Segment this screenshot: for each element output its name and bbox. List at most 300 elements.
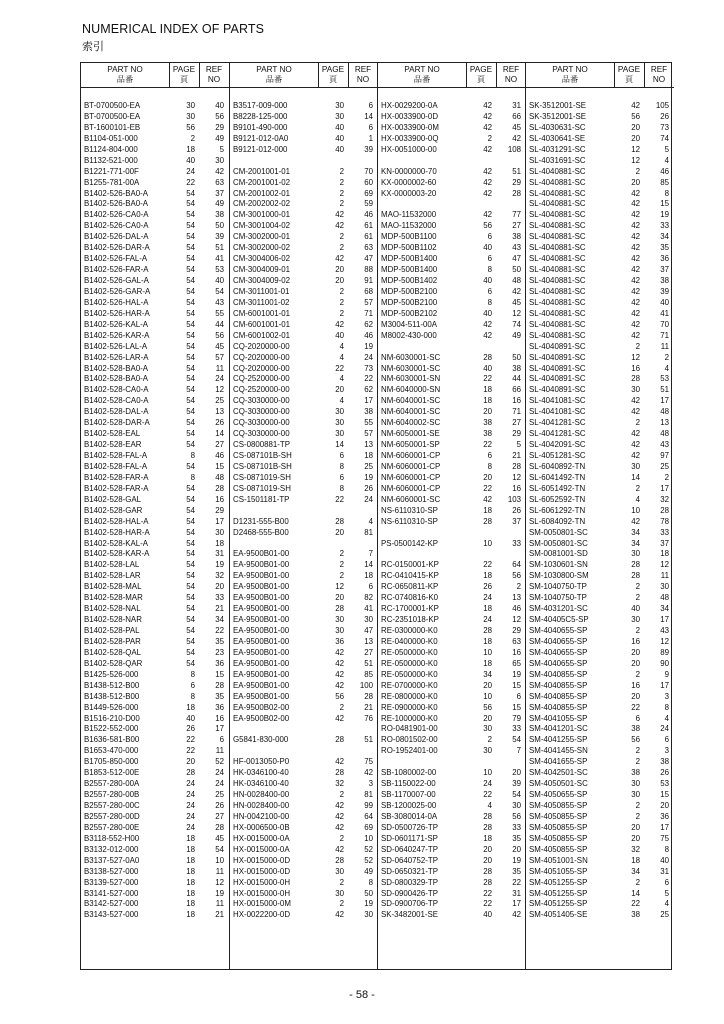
- table-row: [526, 123, 674, 134]
- ref-number: 11: [215, 866, 224, 876]
- page-ref: 30: [631, 779, 640, 789]
- part-number: SM-4050855-SP: [529, 822, 588, 832]
- ref-number: 55: [364, 418, 373, 428]
- table-row: [81, 265, 229, 276]
- page-ref: 28: [335, 768, 344, 778]
- page-ref: 6: [635, 713, 640, 723]
- table-row: [526, 626, 674, 637]
- ref-number: 2: [664, 352, 669, 362]
- ref-number: 50: [512, 265, 521, 275]
- part-number: SK-3482001-SE: [381, 910, 439, 920]
- page-ref: 30: [335, 626, 344, 635]
- page-ref: 28: [483, 822, 492, 832]
- part-number: EA-9500B01-00: [233, 636, 290, 646]
- table-row: [230, 320, 378, 331]
- page-ref: 4: [487, 801, 492, 810]
- table-row: [526, 320, 674, 331]
- part-number: EA-9500B01-00: [233, 647, 290, 657]
- ref-number: 21: [512, 451, 521, 460]
- part-number: HX-0015000-0M: [233, 899, 291, 909]
- table-row: [526, 210, 674, 221]
- part-number: CM-6001001-01: [233, 308, 291, 318]
- ref-number: 46: [660, 166, 669, 176]
- part-number: B1402-526-KAR-A: [84, 330, 150, 340]
- table-row: [526, 812, 674, 823]
- page-ref: 18: [483, 385, 492, 395]
- header-part-no: PART NO 品番: [404, 65, 440, 84]
- ref-number: 48: [660, 593, 669, 603]
- ref-number: 19: [215, 888, 224, 898]
- ref-number: 28: [512, 188, 521, 198]
- ref-number: 38: [512, 232, 521, 242]
- page-ref: 42: [631, 319, 640, 329]
- table-row: [230, 889, 378, 900]
- part-number: SL-4040891-SC: [529, 385, 586, 395]
- page-ref: 54: [186, 232, 195, 242]
- part-number: SL-4040881-SC: [529, 286, 586, 296]
- ref-number: 31: [512, 101, 521, 110]
- page-ref: 6: [487, 286, 492, 296]
- table-row: [81, 374, 229, 385]
- ref-number: 27: [512, 221, 521, 231]
- part-number: B1402-528-BA0-A: [84, 374, 149, 384]
- ref-number: 45: [215, 833, 224, 843]
- part-number: RE-1000000-K0: [381, 713, 438, 723]
- page-ref: 2: [487, 735, 492, 745]
- part-number: HF-0013050-P0: [233, 757, 290, 767]
- part-number: SL-4041081-SC: [529, 407, 586, 417]
- part-number: SL-4040881-SC: [529, 297, 586, 307]
- ref-number: 51: [215, 243, 224, 253]
- ref-number: 42: [364, 768, 373, 778]
- table-row: [378, 429, 526, 440]
- page-ref: 28: [335, 516, 344, 526]
- part-number: SM-4040855-SP: [529, 669, 588, 679]
- page-ref: 2: [339, 286, 344, 296]
- header-part-no: PART NO 品番: [107, 65, 143, 84]
- ref-number: 44: [215, 319, 224, 329]
- part-number: SL-4040881-SC: [529, 265, 586, 275]
- table-row: [526, 364, 674, 375]
- page-ref: 2: [339, 877, 344, 887]
- table-row: [230, 626, 378, 637]
- page-ref: 20: [631, 122, 640, 132]
- page-ref: 42: [631, 297, 640, 307]
- ref-number: 35: [215, 691, 224, 701]
- table-row: [230, 134, 378, 145]
- ref-number: 16: [512, 647, 521, 657]
- part-number: MDP-500B1100: [381, 232, 437, 242]
- table-row: [81, 418, 229, 429]
- part-number: EA-9500B01-00: [233, 593, 290, 603]
- part-number: NM-6060001-CP: [381, 451, 441, 460]
- table-row: [526, 615, 674, 626]
- part-number: B1402-528-NAL: [84, 604, 141, 614]
- table-row: [81, 342, 229, 353]
- ref-number: 74: [660, 133, 669, 143]
- page-ref: 54: [186, 647, 195, 657]
- part-number: RC-2351018-KP: [381, 615, 439, 625]
- page-ref: 20: [335, 527, 344, 537]
- part-number: SM-4031201-SC: [529, 604, 588, 614]
- ref-number: 103: [507, 494, 521, 504]
- part-number: HX-0015000-0A: [233, 833, 290, 843]
- page-ref: 42: [335, 319, 344, 329]
- ref-number: 12: [215, 385, 224, 395]
- table-row: [230, 571, 378, 582]
- table-row: [378, 910, 526, 921]
- page-ref: 18: [186, 702, 195, 712]
- part-number: B1402-528-GAL: [84, 494, 142, 504]
- page-ref: 42: [631, 265, 640, 275]
- page-ref: 4: [339, 374, 344, 384]
- table-row: [378, 889, 526, 900]
- ref-number: 108: [507, 144, 521, 154]
- ref-number: 48: [215, 472, 224, 482]
- ref-number: 5: [219, 144, 224, 154]
- table-row: [526, 549, 674, 560]
- part-number: HX-0033900-0M: [381, 122, 439, 132]
- ref-number: 6: [219, 735, 224, 745]
- part-number: SM-1040750-TP: [529, 593, 587, 603]
- ref-number: 21: [215, 910, 224, 920]
- ref-number: 25: [215, 790, 224, 800]
- page-ref: 42: [631, 243, 640, 253]
- table-row: [230, 484, 378, 495]
- ref-number: 76: [364, 713, 373, 723]
- ref-number: 33: [512, 538, 521, 548]
- page-ref: 28: [335, 735, 344, 745]
- table-row: [526, 582, 674, 593]
- page-ref: 42: [631, 308, 640, 318]
- page-ref: 18: [483, 636, 492, 646]
- part-number: SL-4030631-SC: [529, 122, 586, 132]
- ref-number: 35: [512, 833, 521, 843]
- part-number: B1402-528-KAL-A: [84, 538, 149, 548]
- part-number: B2557-280-00A: [84, 779, 140, 789]
- ref-number: 53: [660, 374, 669, 384]
- part-number: B3137-527-0A0: [84, 855, 140, 865]
- part-number: SM-4050855-SP: [529, 844, 588, 854]
- table-row: [81, 364, 229, 375]
- page-ref: 24: [186, 801, 195, 810]
- table-row: [526, 867, 674, 878]
- table-row: [81, 353, 229, 364]
- part-number: CM-6001001-01: [233, 319, 291, 329]
- table-row: [81, 101, 229, 112]
- page-ref: 2: [190, 133, 195, 143]
- table-row: [81, 768, 229, 779]
- part-number: SM-4042501-SC: [529, 768, 588, 778]
- part-number: B2557-280-00B: [84, 790, 140, 800]
- ref-number: 30: [512, 801, 521, 810]
- part-number: SM-4051255-SP: [529, 899, 588, 909]
- page-ref: 2: [339, 560, 344, 570]
- page-ref: 42: [483, 122, 492, 132]
- ref-number: 35: [660, 243, 669, 253]
- ref-number: 43: [660, 626, 669, 635]
- ref-number: 27: [215, 811, 224, 821]
- table-row: [81, 517, 229, 528]
- part-number: MDP-500B2100: [381, 286, 438, 296]
- part-number: EA-9500B01-00: [233, 626, 290, 635]
- table-row: [81, 790, 229, 801]
- page-ref: 6: [190, 680, 195, 690]
- part-number: B1402-528-HAL-A: [84, 516, 149, 526]
- table-row: [378, 134, 526, 145]
- table-row: [81, 571, 229, 582]
- part-number: B1402-528-GAR: [84, 505, 143, 515]
- ref-number: 18: [364, 451, 373, 460]
- part-number: B9101-490-000: [233, 122, 288, 132]
- table-row: [378, 418, 526, 429]
- page-ref: 42: [335, 658, 344, 668]
- page-ref: 28: [631, 571, 640, 581]
- ref-number: 63: [512, 636, 521, 646]
- index-column-1: [81, 63, 229, 969]
- table-row: [230, 779, 378, 790]
- table-row: [378, 276, 526, 287]
- page-ref: 18: [186, 844, 195, 854]
- table-row: [81, 473, 229, 484]
- ref-number: 59: [364, 199, 373, 209]
- page-ref: 30: [631, 461, 640, 471]
- table-row: [526, 746, 674, 757]
- ref-number: 56: [512, 571, 521, 581]
- ref-number: 51: [512, 166, 521, 176]
- page-ref: 42: [483, 319, 492, 329]
- ref-number: 49: [364, 866, 373, 876]
- table-row: [526, 199, 674, 210]
- page-ref: 2: [339, 232, 344, 242]
- ref-number: 82: [364, 593, 373, 603]
- table-row: [230, 364, 378, 375]
- part-number: B3143-527-000: [84, 910, 139, 920]
- page-ref: 42: [483, 166, 492, 176]
- part-number: CS-1501181-TP: [233, 494, 290, 504]
- table-row: [81, 178, 229, 189]
- part-number: SL-6051492-TN: [529, 483, 586, 493]
- page-ref: 42: [483, 494, 492, 504]
- part-number: SM-4040655-SP: [529, 636, 588, 646]
- page-ref: 6: [487, 254, 492, 264]
- table-row: [230, 101, 378, 112]
- page-ref: 10: [483, 691, 492, 701]
- page-ref: 42: [631, 276, 640, 285]
- page-ref: 28: [335, 604, 344, 614]
- part-number: SL-4041281-SC: [529, 418, 586, 428]
- table-row: [81, 714, 229, 725]
- ref-number: 11: [215, 746, 224, 756]
- page-ref: 12: [631, 144, 640, 154]
- part-number: RC-0410415-KP: [381, 571, 439, 581]
- table-row: [378, 724, 526, 735]
- part-number: NM-6060001-CP: [381, 472, 441, 482]
- table-row: [230, 396, 378, 407]
- part-number: SD-0640752-TP: [381, 855, 439, 865]
- ref-number: 20: [512, 768, 521, 778]
- page-ref: 34: [631, 866, 640, 876]
- page-ref: 2: [339, 297, 344, 307]
- part-number: B1402-528-FAR-A: [84, 483, 149, 493]
- page-ref: 20: [631, 833, 640, 843]
- page-ref: 6: [487, 451, 492, 460]
- table-row: [81, 429, 229, 440]
- part-number: SD-0500726-TP: [381, 822, 439, 832]
- page-ref: 38: [483, 429, 492, 439]
- page-ref: 42: [631, 199, 640, 209]
- page-ref: 54: [186, 461, 195, 471]
- table-row: [378, 451, 526, 462]
- ref-number: 38: [660, 276, 669, 285]
- part-number: B1636-581-B00: [84, 735, 140, 745]
- table-row: [230, 506, 378, 517]
- ref-number: 31: [512, 888, 521, 898]
- ref-number: 40: [215, 276, 224, 285]
- part-number: SM-4050855-SP: [529, 801, 588, 810]
- table-row: [378, 385, 526, 396]
- page-ref: 42: [631, 440, 640, 450]
- ref-number: 100: [359, 680, 373, 690]
- table-row: [526, 528, 674, 539]
- table-row: [526, 473, 674, 484]
- ref-number: 32: [215, 571, 224, 581]
- ref-number: 29: [512, 626, 521, 635]
- table-row: [81, 210, 229, 221]
- part-number: B1402-526-KAL-A: [84, 319, 149, 329]
- part-number: NM-6040000-SN: [381, 385, 441, 395]
- ref-number: 13: [512, 593, 521, 603]
- page-ref: 18: [186, 144, 195, 154]
- part-number: B1402-528-QAL: [84, 647, 142, 657]
- part-number: B1653-470-000: [84, 746, 139, 756]
- ref-number: 9: [664, 669, 669, 679]
- table-row: [230, 615, 378, 626]
- part-number: SL-4040881-SC: [529, 308, 586, 318]
- page-ref: 2: [635, 418, 640, 428]
- ref-number: 51: [660, 385, 669, 395]
- table-row: [526, 801, 674, 812]
- part-number: B1124-804-000: [84, 144, 138, 154]
- ref-number: 4: [664, 713, 669, 723]
- ref-number: 54: [512, 790, 521, 800]
- table-row: [81, 670, 229, 681]
- ref-number: 15: [660, 199, 669, 209]
- table-row: [378, 232, 526, 243]
- page-ref: 20: [631, 647, 640, 657]
- table-row: [526, 899, 674, 910]
- page-ref: 8: [190, 691, 195, 701]
- part-number: CS-0871019-SH: [233, 483, 291, 493]
- table-row: [230, 681, 378, 692]
- page-ref: 42: [631, 232, 640, 242]
- part-number: B1132-521-000: [84, 155, 138, 165]
- table-row: [526, 418, 674, 429]
- ref-number: 46: [364, 210, 373, 220]
- page-title: NUMERICAL INDEX OF PARTS: [82, 22, 265, 36]
- part-number: RO-0481901-00: [381, 724, 438, 734]
- ref-number: 57: [364, 429, 373, 439]
- part-number: SK-3512001-SE: [529, 101, 587, 110]
- ref-number: 66: [512, 385, 521, 395]
- table-row: [526, 298, 674, 309]
- table-row: [81, 156, 229, 167]
- page-ref: 42: [483, 101, 492, 110]
- page-ref: 54: [186, 254, 195, 264]
- ref-number: 42: [215, 166, 224, 176]
- table-row: [378, 648, 526, 659]
- ref-number: 13: [215, 407, 224, 417]
- table-row: [230, 867, 378, 878]
- ref-number: 22: [364, 374, 373, 384]
- page-ref: 36: [335, 636, 344, 646]
- table-row: [526, 779, 674, 790]
- page-ref: 14: [335, 440, 344, 450]
- page-ref: 12: [631, 352, 640, 362]
- table-row: [378, 571, 526, 582]
- table-row: [81, 889, 229, 900]
- page-ref: 28: [335, 855, 344, 865]
- part-number: NM-6030001-SC: [381, 352, 441, 362]
- part-number: SM-4040655-SP: [529, 658, 588, 668]
- ref-number: 14: [215, 429, 224, 439]
- page-ref: 42: [335, 844, 344, 854]
- table-row: [526, 189, 674, 200]
- table-row: [378, 867, 526, 878]
- page-subtitle: 索引: [82, 41, 104, 53]
- ref-number: 6: [368, 122, 373, 132]
- part-number: CQ-2020000-00: [233, 352, 290, 362]
- part-number: HX-0015000-0H: [233, 888, 291, 898]
- table-row: [81, 254, 229, 265]
- part-number: B1402-528-CA0-A: [84, 385, 149, 395]
- part-number: SD-0640247-TP: [381, 844, 439, 854]
- ref-number: 45: [512, 297, 521, 307]
- page-ref: 2: [339, 308, 344, 318]
- part-number: HX-0033900-0Q: [381, 133, 439, 143]
- page-ref: 42: [483, 144, 492, 154]
- table-row: [378, 528, 526, 539]
- table-row: [378, 735, 526, 746]
- page-ref: 18: [186, 855, 195, 865]
- header-ref-no: REF NO: [502, 65, 520, 84]
- ref-number: 44: [512, 374, 521, 384]
- page-ref: 30: [335, 418, 344, 428]
- page-ref: 20: [631, 133, 640, 143]
- page-ref: 34: [631, 527, 640, 537]
- ref-number: 19: [364, 341, 373, 351]
- ref-number: 30: [364, 910, 373, 920]
- ref-number: 15: [660, 790, 669, 800]
- table-row: [81, 528, 229, 539]
- table-row: [81, 681, 229, 692]
- part-number: NM-6060001-CP: [381, 461, 441, 471]
- table-row: [526, 790, 674, 801]
- part-number: B9121-012-000: [233, 144, 288, 154]
- table-row: [378, 823, 526, 834]
- page-ref: 54: [186, 308, 195, 318]
- page-ref: 54: [186, 582, 195, 592]
- ref-number: 39: [364, 144, 373, 154]
- table-row: [81, 626, 229, 637]
- table-row: [378, 342, 526, 353]
- page-ref: 42: [631, 101, 640, 110]
- page-ref: 2: [635, 877, 640, 887]
- table-row: [81, 221, 229, 232]
- part-number: CS-087101B-SH: [233, 451, 292, 460]
- page-ref: 10: [483, 768, 492, 778]
- page-ref: 54: [186, 527, 195, 537]
